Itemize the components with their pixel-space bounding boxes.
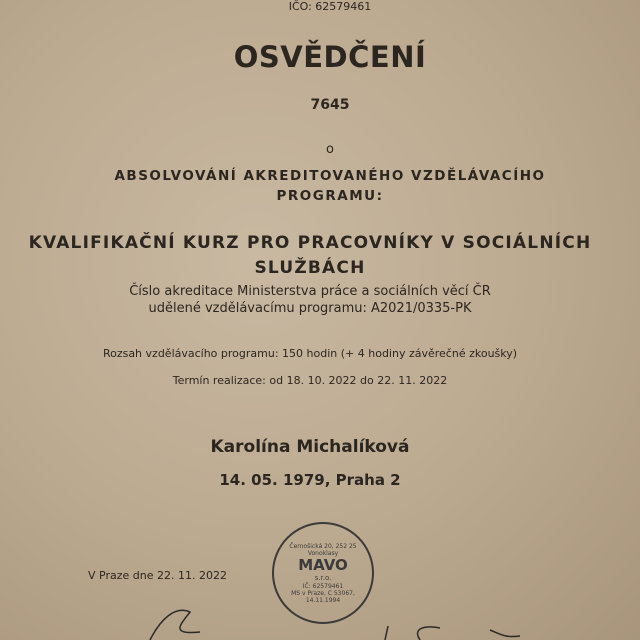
place-date: V Praze dne 22. 11. 2022 (88, 569, 227, 582)
certificate-number: 7645 (310, 97, 350, 113)
stamp-registry: MS v Praze, C 53067, 14.11.1994 (291, 589, 355, 604)
program-scope: Rozsah vzdělávacího programu: 150 hodin (+ 4 hodiny závěrečné zkoušky) (102, 347, 518, 360)
recipient-birth: 14. 05. 1979, Praha 2 (219, 471, 401, 489)
certificate-title: OSVĚDČENÍ (233, 40, 427, 74)
stamp-ic: IČ: 62579461 (302, 582, 344, 590)
preposition: o (326, 142, 334, 157)
accreditation: Číslo akreditace Ministerstva práce a sociálních věcí ČR udělené vzdělávacímu programu: A2021/0335-PK (129, 284, 491, 316)
stamp-company: MAVO (298, 555, 348, 574)
stamp-address: Černošická 20, 252 25 Vonoklasy (289, 542, 357, 557)
signature-right (385, 626, 520, 640)
course-name: KVALIFIKAČNÍ KURZ PRO PRACOVNÍKY V SOCIÁLNÍCH SLUŽBÁCH (28, 233, 592, 278)
program-heading: ABSOLVOVÁNÍ AKREDITOVANÉHO VZDĚLÁVACÍHO PROGRAMU: (114, 168, 546, 204)
program-term: Termín realizace: od 18. 10. 2022 do 22. 11. 2022 (172, 374, 448, 387)
stamp-form: s.r.o. (314, 573, 332, 582)
recipient-name: Karolína Michalíková (210, 437, 410, 457)
ico-header: IČO: 62579461 (288, 0, 372, 13)
signature-left (150, 610, 200, 640)
